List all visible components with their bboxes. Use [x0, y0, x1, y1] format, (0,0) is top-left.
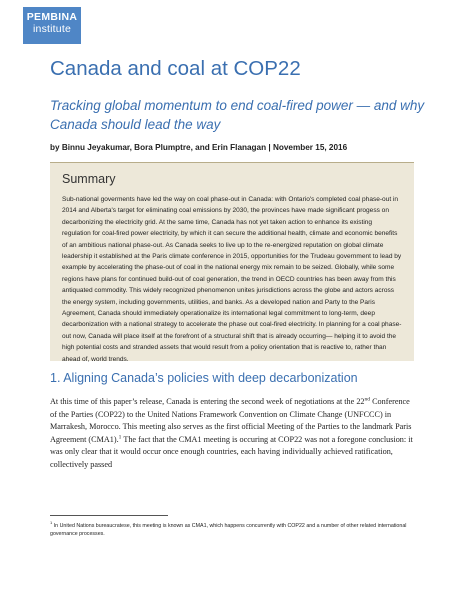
document-subtitle: Tracking global momentum to end coal-fired power — and why Canada should lead the way [50, 98, 425, 132]
byline: by Binnu Jeyakumar, Bora Plumptre, and Erin Flanagan | November 15, 2016 [50, 143, 348, 152]
footnote [50, 522, 420, 538]
summary-heading: Summary [62, 172, 116, 186]
logo-line-2: institute [33, 23, 71, 35]
document-title: Canada and coal at COP22 [50, 57, 301, 80]
footnote-text: In United Nations bureaucratese, this meeting is known as CMA1, which happens concurrently with COP22 and a number of other related international governance processes. [50, 523, 407, 537]
footnote-reference[interactable]: 1 [118, 433, 122, 440]
summary-box [50, 162, 414, 361]
logo-line-1: PEMBINA [26, 11, 78, 23]
paragraph-part-a: At this time of this paper’s release, Canada is entering the second week of negotiations at the 22 [50, 397, 365, 406]
section-1-heading: 1. Aligning Canada’s policies with deep decarbonization [50, 371, 358, 385]
ordinal-superscript: nd [364, 396, 371, 403]
footnote-divider [50, 515, 168, 516]
summary-text: Sub-national goverments have led the way on coal phase-out in Canada: with Ontario's completed coal phase-out in 2014 and Alberta's target for eliminating coal emissions by 2030, the provinces have made significant progess on decarbonizing the electricity grid. At the same time, Canada has not yet taken action to enhance its existing regulation for coal-fired power electricity, by which it can secure the additional health, climate and economic benefits of an ambitious national phase-out. As Canada seeks to live up to the re-energized reputation on global climate leadership it established at the Paris climate conference in 2015, opportunities for the Trudeau government to lead by example by accelerating the phase-out of coal in the national energy mix remain to be seized. Globally, while some regions have plans for continued build-out of coal generation, the trend in OECD countries has been away from this antiquated commodity. This widely recognized phenomenon unites jurisdictions across the globe and actors across the energy system, including governments, utilities, and banks. As a developed nation and Party to the Paris Agreement, Canada should immediately operationalize its international legal commitment to long-term, deep decarbonization with a national strategy to accelerate the phase out coal-fired electricity. In planning for a coal phase-out now, Canada will place itself at the forefront of a structural shift that is already occurring— helping it to avoid the high potential costs and stranded assets that would result from a policy orientation that is reactive to, rather than ahead of, world trends. [62, 196, 402, 363]
paragraph-part-c: The fact that the CMA1 meeting is occuring at COP22 was not a foregone conclusion: it was only clear that it would occur once enough countries, each having individually achieved ratification, collectively passed [50, 434, 413, 469]
pembina-institute-logo [23, 7, 81, 44]
section-1-paragraph [50, 396, 415, 471]
footnote-number: 1 [50, 520, 53, 526]
paragraph-part-b: Conference of the Parties (COP22) to the United Nations Framework Convention on Climate Change (UNFCCC) in Marrakesh, Morocco. This meeting also serves as the first official Meeting of the Parties to the landmark Paris Agreement (CMA1). [50, 397, 412, 444]
